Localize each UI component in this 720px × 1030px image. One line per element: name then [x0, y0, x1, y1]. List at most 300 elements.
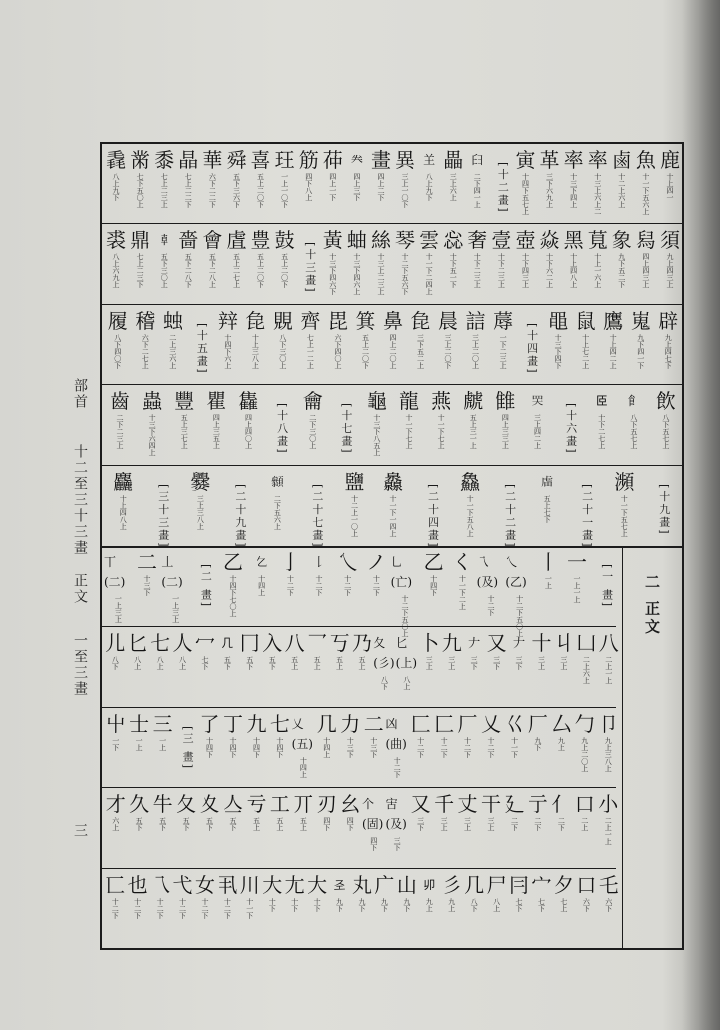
radical-entry: [149, 875, 171, 919]
radical-glyph: 夂(彡): [373, 635, 395, 670]
page-reference: 三上二〇上: [471, 333, 480, 369]
radical-glyph: 力: [340, 711, 361, 736]
page-reference: 九上四七下: [664, 333, 673, 369]
page-reference: 十下二七上: [597, 414, 606, 450]
radical-entry: [249, 150, 273, 208]
stroke-count-header: [十八畫]: [275, 403, 289, 455]
radical-glyph: 壹: [491, 228, 512, 253]
radical-entry: [562, 230, 586, 288]
radical-entry: [362, 711, 385, 758]
page-reference: 三上二〇下: [444, 333, 453, 369]
page-reference: 十一下七上: [437, 414, 446, 450]
radical-glyph: 喜: [250, 148, 271, 172]
radical-glyph: 蓐: [493, 308, 514, 333]
radical-entry: [479, 794, 502, 831]
radical-entry: [258, 472, 297, 530]
radical-glyph: 干: [480, 792, 501, 817]
page-reference: 四上四三上: [641, 253, 650, 289]
radical-glyph: 壺: [515, 228, 536, 253]
radical-glyph: 乁: [150, 873, 171, 898]
radical-entry: [224, 230, 248, 288]
radical-glyph: 牛: [152, 792, 173, 817]
running-head-part: 正文: [72, 573, 88, 605]
page-reference: 一上三上: [114, 595, 123, 623]
radical-glyph: 黃: [322, 228, 343, 253]
radical-entry: [385, 794, 408, 851]
page-reference: 五下三六下: [232, 173, 241, 208]
radical-entry: [249, 230, 273, 288]
radical-entry: [151, 711, 174, 751]
page-reference: 十二下: [314, 575, 323, 596]
page-reference: 四上三五上: [212, 414, 221, 450]
radical-glyph: 巜: [504, 711, 525, 736]
radical-entry: [597, 794, 620, 845]
radical-glyph: 尢: [284, 873, 305, 898]
radical-entry: [104, 794, 127, 831]
radical-glyph: 雔: [495, 389, 516, 414]
page-reference: 五上: [357, 655, 366, 670]
running-head: [70, 378, 90, 698]
radical-glyph: 革: [539, 148, 560, 172]
radical-entry: [393, 150, 417, 208]
radical-glyph: 奢: [467, 228, 488, 253]
radical-glyph: 㲋: [245, 308, 266, 333]
radical-glyph: 鹵: [611, 148, 632, 172]
page-reference: 十一下: [245, 898, 254, 920]
radical-glyph: 華: [202, 148, 223, 172]
page-reference: 十一下二四上: [425, 253, 434, 296]
running-head-range: 十二至三十三畫: [72, 444, 88, 556]
radical-glyph: 晶: [178, 148, 199, 172]
radical-glyph: 勹: [574, 711, 595, 736]
page-reference: 十二下: [463, 736, 472, 758]
radical-glyph: 畫: [370, 148, 391, 172]
page-reference: 三下: [515, 655, 524, 670]
radical-glyph: 蟲: [142, 389, 163, 414]
radical-glyph: 𩕞: [271, 474, 284, 489]
page-reference: 十下四三上: [521, 253, 530, 289]
radical-glyph: 𠃉: [255, 555, 268, 569]
page-reference: 十三下四六下: [328, 253, 337, 296]
page-reference: 十二下五〇上: [400, 595, 409, 637]
page-reference: 五上三一上: [469, 414, 478, 450]
page-reference: 十二下: [372, 575, 381, 596]
radical-glyph: 絲: [370, 228, 391, 253]
radical-glyph: 九: [441, 630, 462, 655]
radical-entry: [239, 630, 261, 670]
radical-glyph: 乇: [598, 873, 619, 898]
stroke-count-header: [十六畫]: [564, 403, 578, 455]
radical-glyph: 豊: [250, 228, 271, 253]
page-reference: 五下二八下: [184, 253, 193, 289]
radical-glyph: 𢀖: [333, 878, 346, 893]
page-reference: 二下: [557, 817, 566, 832]
radical-entry: [586, 150, 610, 215]
radical-entry: [261, 875, 283, 912]
radical-entry: [563, 552, 592, 603]
radical-glyph: 宀: [531, 873, 552, 898]
radical-glyph: 麤: [113, 469, 134, 494]
page-reference: 六下: [604, 898, 613, 913]
page-reference: 一上: [135, 736, 144, 751]
page-reference: 三上: [463, 817, 472, 832]
page-reference: 四上二下: [376, 173, 385, 201]
page-reference: 三上: [440, 817, 449, 832]
page-reference: 五上二〇下: [280, 253, 289, 289]
page-reference: 十二下: [440, 736, 449, 758]
page-reference: 十下: [313, 898, 322, 913]
radical-entry: [152, 150, 176, 208]
radical-glyph: 九: [246, 711, 267, 736]
page-reference: 八上六九上: [112, 253, 121, 289]
radical-glyph: 夕: [553, 873, 574, 898]
radical-glyph: 匚: [410, 711, 431, 736]
page-reference: 十二上六上: [617, 173, 626, 208]
radical-entry: [333, 552, 362, 596]
page-reference: 三上一〇下: [401, 173, 410, 208]
radical-glyph: 𠂇: [513, 635, 526, 650]
radical-entry: [396, 633, 418, 690]
page-reference: 十一下七上: [405, 414, 414, 450]
radical-entry: [292, 714, 315, 778]
page-reference: 十三下四六上: [352, 253, 361, 296]
radical-glyph: 才: [105, 792, 126, 817]
radical-glyph: 山: [396, 873, 417, 898]
page-reference: 十上三八上: [251, 333, 260, 369]
radical-glyph: 士: [129, 711, 150, 736]
radical-glyph: 裘: [106, 228, 127, 253]
radical-entry: [544, 308, 572, 369]
radical-glyph: 也: [127, 873, 148, 898]
radical-entry: [573, 794, 596, 831]
radical-glyph: 厂: [457, 711, 478, 736]
page-reference: 八上: [492, 898, 501, 913]
radical-glyph: 象: [611, 228, 632, 253]
radical-glyph: 乂: [480, 711, 501, 736]
radical-glyph: 豐: [174, 389, 195, 414]
radical-glyph: 丌: [293, 792, 314, 817]
radical-entry: [465, 150, 489, 208]
radical-glyph: 焱: [539, 228, 560, 253]
radical-glyph: 亼: [222, 792, 243, 817]
radical-entry: [463, 875, 485, 912]
page-reference: 十上七二上: [581, 333, 590, 369]
radical-entry: [572, 308, 600, 369]
radical-entry: [224, 150, 248, 208]
radical-glyph: 丨: [538, 550, 559, 574]
radical-entry: [151, 794, 174, 831]
radical-entry: [268, 794, 291, 831]
page-reference: 九下: [380, 898, 389, 913]
radical-glyph: 𩙿: [627, 394, 640, 409]
radical-entry: [432, 711, 455, 758]
radical-entry: [526, 711, 549, 751]
page-reference: 七上: [559, 898, 568, 913]
radical-glyph: 彡: [441, 873, 462, 898]
page-reference: 七下: [200, 655, 209, 670]
radical-entry: [407, 308, 435, 369]
stroke-count-header: [二十二畫]: [503, 483, 517, 549]
stroke-count-header: [十九畫]: [657, 483, 671, 536]
radical-entry: [654, 308, 682, 369]
stroke-count-header: [二 畫]: [199, 564, 213, 609]
radical-entry: [634, 230, 658, 288]
radical-entry: [379, 308, 407, 369]
radical-glyph: 鼓: [274, 228, 295, 253]
page-reference: 三上四二上: [533, 414, 542, 450]
page-reference: 三上: [447, 655, 456, 670]
radical-entry: [393, 230, 417, 295]
radical-entry: [503, 794, 526, 831]
radical-entry: [339, 711, 362, 758]
page-reference: 七上二三上: [160, 173, 169, 208]
page-reference: 四下: [369, 837, 378, 852]
stroke-count-header: [十三畫]: [303, 242, 317, 294]
page-reference: 十三上六上二: [593, 173, 602, 215]
page-reference: 十上一六上: [593, 253, 602, 289]
page-reference: 三上: [559, 655, 568, 670]
page-reference: 三下: [492, 655, 501, 670]
page-reference: 十一下二上: [458, 575, 467, 610]
page-reference: 五下三〇上: [160, 253, 169, 289]
radical-glyph: く: [452, 550, 473, 574]
radical-entry: [315, 711, 338, 758]
radical-entry: [369, 150, 393, 201]
page-reference: 九上二〇上: [580, 736, 589, 772]
radical-entry: [598, 875, 620, 912]
radical-entry: [283, 630, 305, 670]
radical-glyph: 黑: [563, 228, 584, 253]
page-reference: 十一下一四上: [388, 494, 397, 537]
page-reference: 十三下六四上: [148, 414, 157, 457]
page-reference: 八下四〇下: [113, 333, 122, 369]
page-reference: 五下: [228, 817, 237, 832]
radical-glyph: 丸: [351, 873, 372, 898]
radical-entry: [409, 711, 432, 758]
radical-glyph: 黍: [154, 148, 175, 172]
radical-glyph: 𠦝: [158, 233, 171, 248]
radical-glyph: 人: [172, 630, 193, 655]
stroke-count-header: [二十七畫]: [310, 483, 324, 549]
radical-glyph: 丩: [553, 630, 574, 655]
radical-entry: [328, 875, 350, 912]
radical-glyph: 箕: [355, 308, 376, 333]
radical-glyph: 卩: [598, 711, 619, 736]
page-reference: 七下: [537, 898, 546, 913]
radical-glyph: ノ: [366, 550, 387, 574]
radical-glyph: 鷹: [603, 308, 624, 333]
page-reference: 五上二〇下: [256, 253, 265, 289]
radical-entry: [505, 552, 534, 637]
radical-entry: [171, 630, 193, 670]
radical-entry: [345, 230, 369, 295]
radical-entry: [104, 230, 128, 288]
stroke-count-header: [一 畫]: [600, 564, 614, 609]
radical-glyph: 雥: [238, 389, 259, 414]
page-reference: 五上三七上: [180, 414, 189, 450]
radical-entry: [126, 630, 148, 670]
radical-entry: [273, 230, 297, 288]
radical-entry: [441, 150, 465, 201]
page-reference: 十四下六上: [223, 333, 232, 369]
radical-glyph: 乃: [351, 630, 372, 655]
radical-entry: [149, 630, 171, 670]
page-reference: 五下二八上: [208, 253, 217, 289]
radical-glyph: 虤: [463, 389, 484, 414]
radical-glyph: 亏: [246, 792, 267, 817]
radical-glyph: 率: [563, 148, 584, 172]
radical-entry: [362, 794, 385, 851]
page-reference: 四上一下: [328, 173, 337, 201]
radical-glyph: 亍: [527, 792, 548, 817]
radical-glyph: 广: [374, 873, 395, 898]
stroke-count-header: [三十三畫]: [156, 483, 170, 549]
radical-entry: [283, 875, 305, 912]
page-reference: 九下: [335, 898, 344, 913]
radical-entry: [361, 391, 393, 456]
radical-entry: [553, 630, 575, 670]
radical-entry: [627, 308, 655, 369]
radical-glyph: 乚(亡): [390, 555, 413, 589]
page-reference: 十上四一: [665, 173, 674, 201]
radical-glyph: 了: [199, 711, 220, 736]
page-reference: 五下: [268, 655, 277, 670]
page-reference: 八下五七上: [661, 414, 670, 450]
radical-glyph: 齒: [110, 389, 131, 414]
radical-entry: [448, 552, 477, 610]
radical-entry: [362, 552, 391, 596]
radical-entry: [242, 308, 270, 369]
page-reference: 一上一〇下: [280, 173, 289, 208]
page-reference: 五下: [182, 817, 191, 832]
radical-entry: [171, 875, 193, 919]
page-reference: 十二下: [223, 898, 232, 920]
page-reference: 六下二七上: [141, 333, 150, 369]
radical-entry: [441, 875, 463, 912]
page-reference: 五上二〇下: [256, 173, 265, 208]
radical-glyph: 舜: [226, 148, 247, 172]
radical-glyph: 弋: [172, 873, 193, 898]
radical-entry: [247, 552, 276, 596]
radical-entry: [503, 711, 526, 758]
radical-glyph: 乁(及): [476, 555, 499, 589]
page-reference: 八下: [470, 898, 479, 913]
radical-glyph: 屮: [105, 711, 126, 736]
radical-entry: [530, 630, 552, 670]
page-reference: 二下二三上: [116, 414, 125, 450]
radical-entry: [127, 794, 150, 831]
radical-glyph: 飲: [655, 389, 676, 414]
radical-glyph: 久: [129, 792, 150, 817]
page-reference: 一上三上: [171, 595, 180, 623]
running-head-section: 部首: [72, 378, 88, 410]
page-reference: 五上: [275, 817, 284, 832]
radical-glyph: 丅(二): [104, 555, 126, 589]
stroke-count-header: [二十四畫]: [426, 483, 440, 549]
page-reference: 七下五〇上: [136, 173, 145, 208]
radical-entry: [598, 630, 620, 684]
radical-entry: [276, 552, 305, 596]
radical-entry: [599, 308, 627, 369]
page-reference: 十二下五六下: [401, 253, 410, 296]
radical-entry: [658, 150, 682, 201]
radical-glyph: 又: [486, 630, 507, 655]
radical-entry: [485, 875, 507, 912]
section-b-title: 二 正文: [643, 574, 661, 637]
page-reference: 十二下五〇上: [515, 595, 524, 637]
radical-entry: [152, 230, 176, 288]
page-reference: 十二下: [156, 898, 165, 920]
radical-entry: [605, 469, 644, 537]
radical-entry: [181, 469, 220, 530]
radical-glyph: 瞿: [206, 389, 227, 414]
radical-glyph: 冂: [239, 630, 260, 655]
radical-glyph: 龍: [399, 389, 420, 414]
radical-entry: [538, 230, 562, 288]
page-reference: 九下: [357, 898, 366, 913]
radical-glyph: 丂: [329, 630, 350, 655]
radical-entry: [489, 308, 517, 369]
radical-entry: [485, 630, 507, 670]
radical-glyph: 㝒(及): [385, 797, 407, 832]
running-head-part-range: 一至三畫: [72, 633, 88, 697]
radical-glyph: 率: [587, 148, 608, 172]
radical-glyph: 虘: [226, 228, 247, 253]
radical-glyph: 千: [434, 792, 455, 817]
page-reference: 十四下七〇上: [228, 575, 237, 617]
page-reference: 二上一上: [604, 655, 613, 684]
radical-glyph: 一: [566, 550, 587, 574]
radical-glyph: 女: [194, 873, 215, 898]
radical-entry: [216, 875, 238, 919]
radical-entry: [373, 633, 395, 690]
radical-glyph: 晨: [438, 308, 459, 333]
page-reference: 三下六九上: [545, 173, 554, 208]
radical-entry: [133, 552, 162, 596]
radical-entry: [128, 230, 152, 288]
radical-entry: [321, 150, 345, 201]
radical-glyph: 辟: [658, 308, 679, 333]
radical-entry: [214, 308, 242, 369]
radical-entry: [658, 230, 682, 288]
page-reference: 十下五一下: [449, 253, 458, 289]
page-reference: 十下二三上: [473, 253, 482, 289]
page-reference: 四下: [322, 817, 331, 832]
page-reference: 一下二三上: [499, 333, 508, 369]
radical-entry: [221, 794, 244, 831]
page-reference: 十二下: [343, 575, 352, 596]
radical-entry: [273, 150, 297, 208]
radical-entry: [127, 711, 150, 751]
page-reference: 三下: [393, 837, 402, 852]
radical-glyph: 黹: [130, 148, 151, 172]
radical-glyph: 乂(五): [291, 716, 313, 751]
radical-glyph: 誩: [465, 308, 486, 333]
page-reference: 十三下: [142, 575, 151, 596]
radical-entry: [104, 469, 143, 530]
page-reference: 十下六二上: [545, 253, 554, 289]
page-reference: 二下四一上: [473, 173, 482, 208]
page-reference: 五下: [223, 655, 232, 670]
radical-entry: [462, 308, 490, 369]
radical-entry: [261, 630, 283, 670]
radical-entry: [132, 308, 160, 369]
radical-glyph: 萈: [587, 228, 608, 253]
page-reference: 十一下五六上: [641, 173, 650, 215]
radical-entry: [418, 875, 440, 912]
radical-glyph: 幺: [340, 792, 361, 817]
radical-entry: [586, 230, 610, 288]
